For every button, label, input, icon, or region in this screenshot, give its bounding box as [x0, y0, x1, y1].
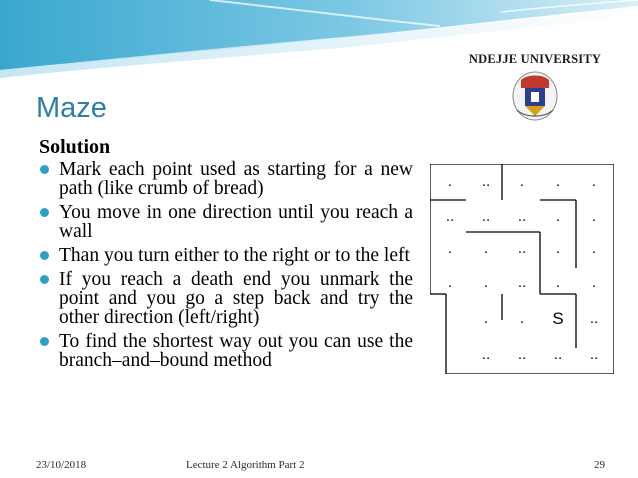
maze-cell: . — [591, 173, 597, 190]
footer-course: Lecture 2 Algorithm Part 2 — [186, 459, 305, 471]
maze-cell: . — [555, 173, 561, 190]
maze-cell: . — [483, 310, 489, 327]
slide-title: Maze — [36, 92, 107, 124]
bullet-dot-icon — [40, 275, 49, 284]
maze-cell: .. — [553, 346, 563, 363]
maze-cell: . — [591, 240, 597, 257]
maze-diagram — [430, 164, 614, 374]
maze-cell: . — [447, 173, 453, 190]
maze-cell: .. — [481, 173, 491, 190]
maze-cell: .. — [517, 208, 527, 225]
maze-cell: .. — [481, 346, 491, 363]
maze-cell: . — [447, 274, 453, 291]
maze-cell: .. — [589, 346, 599, 363]
university-logo — [462, 52, 608, 124]
maze-cell: . — [555, 240, 561, 257]
maze-cell: .. — [445, 208, 455, 225]
bullet-list — [39, 160, 413, 375]
bullet-item — [39, 246, 413, 265]
maze-cell: . — [519, 173, 525, 190]
maze-cell: . — [591, 274, 597, 291]
maze-cell: .. — [517, 240, 527, 257]
bullet-text: Than you turn either to the right or to the left — [59, 245, 410, 266]
maze-cell: . — [591, 208, 597, 225]
university-crest-icon — [511, 70, 559, 122]
maze-cell: .. — [517, 346, 527, 363]
maze-cell: . — [483, 240, 489, 257]
bullet-item — [39, 332, 413, 370]
bullet-text: Mark each point used as starting for a new path (like crumb of bread) — [59, 159, 413, 199]
slide-subtitle: Solution — [39, 136, 111, 158]
page-number: 29 — [594, 459, 605, 471]
bullet-dot-icon — [40, 208, 49, 217]
maze-cell: . — [555, 208, 561, 225]
bullet-dot-icon — [40, 251, 49, 260]
university-name: NDEJJE UNIVERSITY — [468, 52, 602, 66]
footer-date: 23/10/2018 — [36, 459, 87, 471]
maze-cell: .. — [517, 274, 527, 291]
bullet-item — [39, 160, 413, 198]
maze-cell: . — [519, 310, 525, 327]
maze-cell: .. — [589, 310, 599, 327]
bullet-dot-icon — [40, 337, 49, 346]
bullet-dot-icon — [40, 165, 49, 174]
maze-cell: . — [447, 240, 453, 257]
bullet-item — [39, 270, 413, 327]
maze-cell: . — [483, 274, 489, 291]
bullet-text: You move in one direction until you reach a wall — [59, 202, 413, 242]
bullet-item — [39, 203, 413, 241]
maze-cell: . — [555, 274, 561, 291]
maze-start-cell: S — [552, 309, 564, 328]
bullet-text: To find the shortest way out you can use the branch–and–bound method — [59, 331, 413, 371]
maze-cell: .. — [481, 208, 491, 225]
bullet-text: If you reach a death end you unmark the point and you go a step back and try the other direction (left/right) — [59, 269, 413, 328]
